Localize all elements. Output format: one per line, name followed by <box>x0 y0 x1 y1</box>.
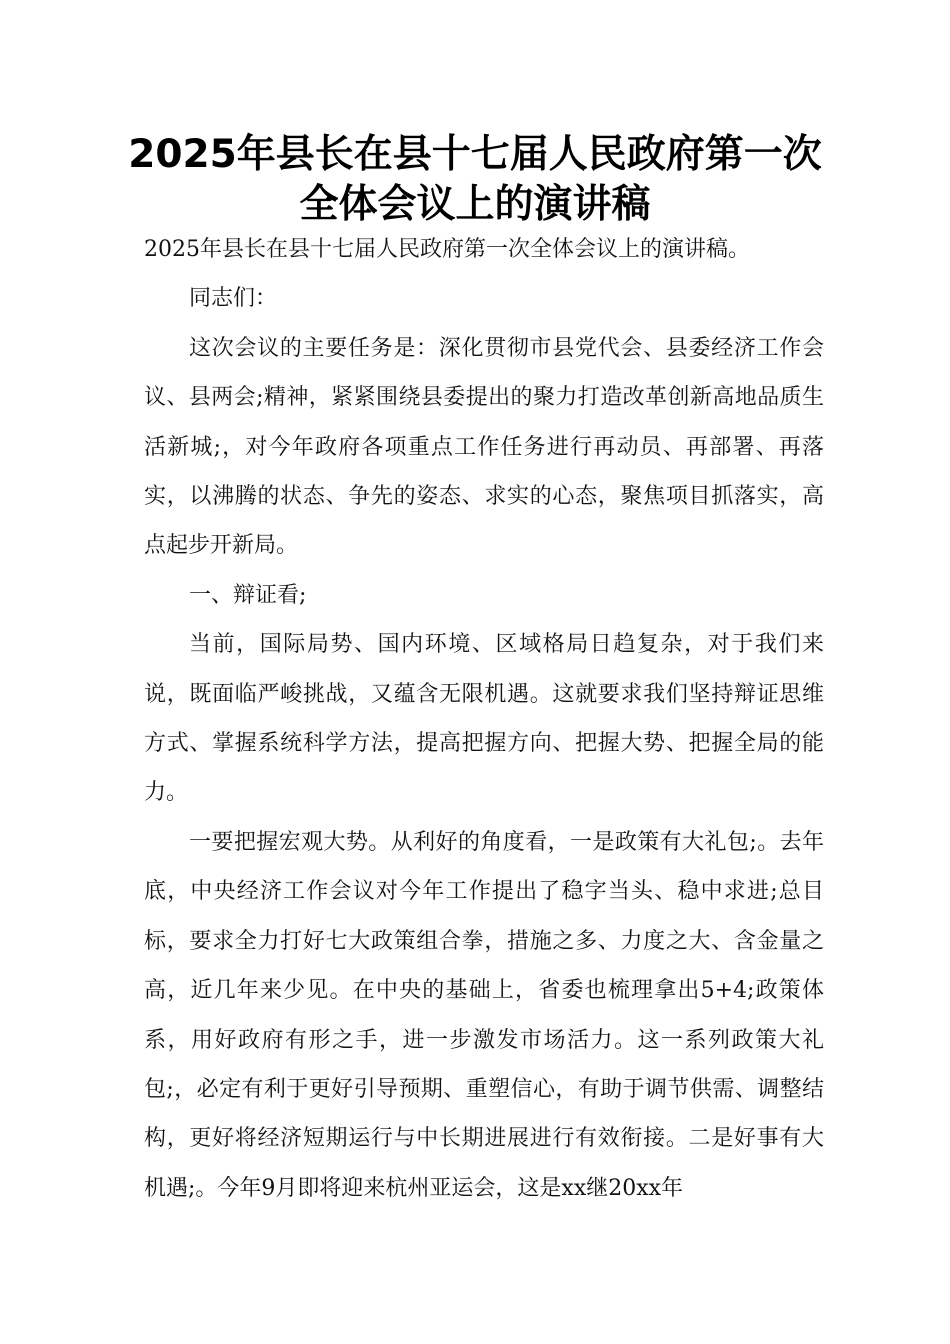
document-title-line-1: 2025年县长在县十七届人民政府第一次 <box>128 132 822 177</box>
situation-paragraph: 当前，国际局势、国内环境、区域格局日趋复杂，对于我们来说，既面临严峻挑战，又蕴含无限机遇。这就要求我们坚持辩证思维方式、掌握系统科学方法，提高把握方向、把握大势、把握全局的能力。 <box>144 632 824 806</box>
meeting-task-paragraph: 这次会议的主要任务是：深化贯彻市县党代会、县委经济工作会议、县两会;精神，紧紧围绕县委提出的聚力打造改革创新高地品质生活新城;，对今年政府各项重点工作任务进行再动员、再部署、再落实，以沸腾的状态、争先的姿态、求实的心态，聚焦项目抓落实，高点起步开新局。 <box>144 335 824 559</box>
document-title-line-2: 全体会议上的演讲稿 <box>299 182 651 227</box>
document-body <box>144 225 824 1213</box>
section-heading-1: 一、辩证看; <box>189 582 307 608</box>
subtitle-paragraph: 2025年县长在县十七届人民政府第一次全体会议上的演讲稿。 <box>144 237 750 262</box>
macro-trend-paragraph: 一要把握宏观大势。从利好的角度看，一是政策有大礼包;。去年底，中央经济工作会议对今年工作提出了稳字当头、稳中求进;总目标，要求全力打好七大政策组合拳，措施之多、力度之大、含金量之高，近几年来少见。在中央的基础上，省委也梳理拿出5+4;政策体系，用好政府有形之手，进一步激发市场活力。这一系列政策大礼包;，必定有利于更好引导预期、重塑信心，有助于调节供需、调整结构，更好将经济短期运行与中长期进展进行有效衔接。二是好事有大机遇;。今年9月即将迎来杭州亚运会，这是xx继20xx年 <box>144 829 824 1201</box>
salutation-paragraph: 同志们： <box>189 286 278 312</box>
